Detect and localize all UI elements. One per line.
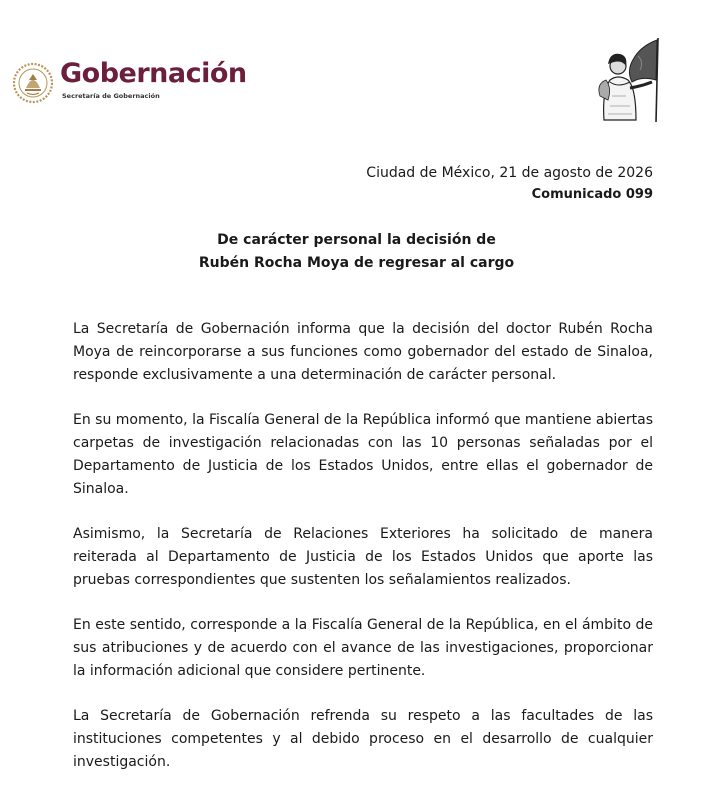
woman-with-flag-illustration xyxy=(586,36,668,124)
logo-subtitle: Secretaría de Gobernación xyxy=(62,92,160,100)
mexican-coat-of-arms-icon xyxy=(12,62,54,104)
dateline xyxy=(366,162,653,206)
title-line-2: Rubén Rocha Moya de regresar al cargo xyxy=(198,255,515,271)
gobernacion-logo xyxy=(12,58,257,108)
place-and-date: Ciudad de México, 21 de agosto de 2026 xyxy=(366,165,653,181)
paragraph: La Secretaría de Gobernación informa que la decisión del doctor Rubén Rocha Moya de reincorporarse a sus funciones como gobernador del estado de Sinaloa, responde exclusivamente a una determinación de carácter personal. xyxy=(73,321,653,383)
paragraph: En este sentido, corresponde a la Fiscalía General de la República, en el ámbito de sus atribuciones y de acuerdo con el avance de las investigaciones, proporcionar la información adicional que considere pertinente. xyxy=(73,617,653,679)
press-release-body xyxy=(73,318,653,796)
title-line-1: De carácter personal la decisión de xyxy=(217,232,496,248)
paragraph: Asimismo, la Secretaría de Relaciones Exteriores ha solicitado de manera reiterada al Departamento de Justicia de los Estados Unidos que aporte las pruebas correspondientes que sustenten los señalamientos realizados. xyxy=(73,526,653,588)
paragraph: En su momento, la Fiscalía General de la República informó que mantiene abiertas carpetas de investigación relacionadas con las 10 personas señaladas por el Departamento de Justicia de los Estados Unidos, entre ellas el gobernador de Sinaloa. xyxy=(73,412,653,497)
logo-wordmark: Gobernación xyxy=(60,58,247,89)
press-release-title xyxy=(0,229,713,275)
paragraph: La Secretaría de Gobernación refrenda su respeto a las facultades de las instituciones competentes y al debido proceso en el desarrollo de cualquier investigación. xyxy=(73,708,653,770)
press-release-number: Comunicado 099 xyxy=(531,187,653,202)
letterhead xyxy=(0,0,713,140)
